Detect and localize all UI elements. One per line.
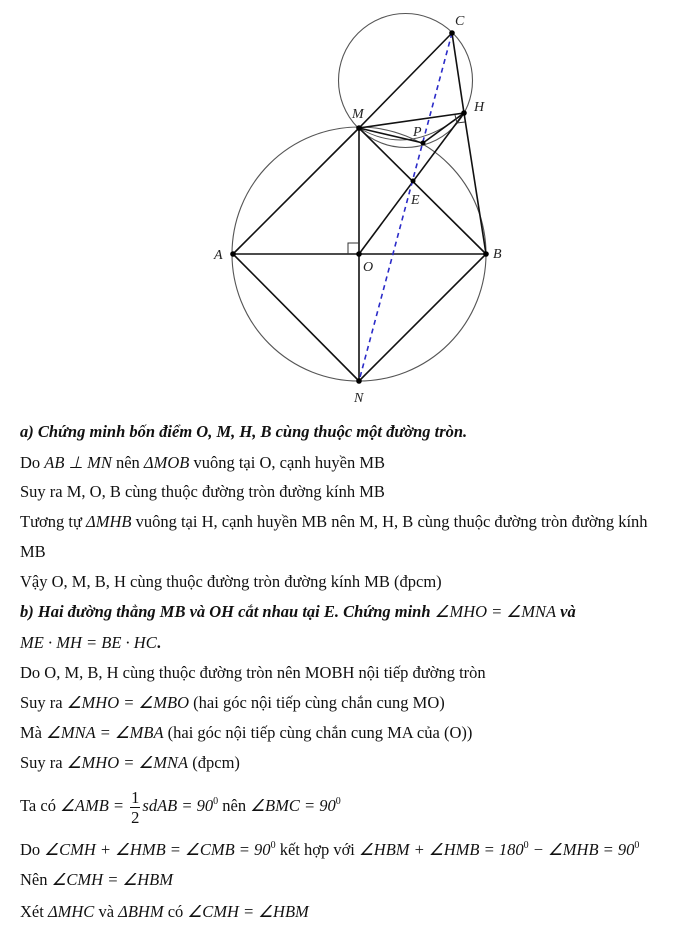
math: ΔMHC bbox=[47, 902, 95, 921]
part-a-line-2: Suy ra M, O, B cùng thuộc đường tròn đường kính MB bbox=[20, 482, 385, 501]
label-p: P bbox=[413, 125, 422, 140]
degree: 0 bbox=[270, 840, 276, 851]
part-a-line-5: Vậy O, M, B, H cùng thuộc đường tròn đường kính MB (đpcm) bbox=[20, 572, 442, 591]
math: ∠MNA = ∠MBA bbox=[46, 723, 164, 742]
math: sdAB = 90 bbox=[142, 796, 214, 815]
text: (hai góc nội tiếp cùng chắn cung MO) bbox=[189, 693, 445, 712]
text: Tương tự bbox=[20, 512, 87, 531]
text: Suy ra bbox=[20, 693, 67, 712]
segment-am bbox=[233, 128, 359, 254]
math: ∠HBM + ∠HMB = 180 bbox=[359, 840, 524, 859]
text: (đpcm) bbox=[188, 753, 240, 772]
text: Do bbox=[20, 453, 45, 472]
point-e bbox=[411, 179, 416, 184]
fraction-numerator: 1 bbox=[131, 787, 140, 807]
degree: 0 bbox=[634, 840, 640, 851]
point-p bbox=[421, 141, 426, 146]
part-b-heading-line-2 bbox=[20, 633, 161, 653]
part-b-line-4 bbox=[20, 753, 240, 773]
geometry-figure bbox=[0, 0, 700, 405]
part-b-line-2 bbox=[20, 693, 445, 713]
text: Nên bbox=[20, 870, 52, 889]
segment-mb bbox=[359, 128, 486, 254]
math: ME · MH = BE · HC bbox=[20, 633, 157, 652]
degree: 0 bbox=[335, 796, 341, 807]
part-a-heading: a) Chứng minh bốn điểm O, M, H, B cùng thuộc một đường tròn. bbox=[20, 422, 468, 441]
math: ∠BMC = 90 bbox=[250, 796, 336, 815]
math: ΔMOB bbox=[143, 453, 190, 472]
segment-mc bbox=[359, 33, 452, 128]
math: ∠CMH + ∠HMB = ∠CMB = 90 bbox=[44, 840, 271, 859]
math: ∠MHO = ∠MNA bbox=[66, 753, 189, 772]
math: − ∠MHB = 90 bbox=[528, 840, 635, 859]
math: ∠CMH = ∠HBM bbox=[51, 870, 173, 889]
math: ΔMHB bbox=[86, 512, 132, 531]
text: (hai góc nội tiếp cùng chắn cung MA của (O)) bbox=[163, 723, 473, 742]
degree: 0 bbox=[213, 796, 219, 807]
part-a-line-3 bbox=[20, 512, 648, 532]
part-a-line-1 bbox=[20, 453, 385, 473]
text: Xét bbox=[20, 902, 48, 921]
text: và bbox=[94, 902, 119, 921]
text: vuông tại O, cạnh huyền MB bbox=[189, 453, 386, 472]
text: Ta có bbox=[20, 796, 61, 815]
text: . bbox=[156, 633, 161, 652]
fraction-denominator: 2 bbox=[131, 807, 140, 827]
text: nên bbox=[111, 453, 144, 472]
part-b-line-5 bbox=[20, 786, 341, 827]
label-b: B bbox=[493, 247, 502, 262]
segment-mh bbox=[359, 113, 464, 128]
text: có bbox=[163, 902, 188, 921]
label-m: M bbox=[352, 107, 364, 122]
math: ∠MHO = ∠MNA bbox=[434, 602, 557, 621]
segment-hb bbox=[464, 113, 486, 254]
point-n bbox=[356, 378, 362, 384]
part-b-heading bbox=[20, 602, 576, 622]
segment-bn bbox=[359, 254, 486, 381]
label-o: O bbox=[363, 260, 374, 275]
part-b-line-3 bbox=[20, 723, 472, 743]
label-h: H bbox=[474, 100, 485, 115]
label-c: C bbox=[455, 14, 465, 29]
label-a: A bbox=[214, 248, 223, 263]
part-b-line-6 bbox=[20, 840, 639, 860]
point-m bbox=[356, 125, 362, 131]
text: vuông tại H, cạnh huyền MB nên M, H, B cùng thuộc đường tròn đường kính bbox=[131, 512, 648, 531]
label-n: N bbox=[354, 391, 364, 405]
part-b-line-7 bbox=[20, 870, 173, 890]
label-e: E bbox=[411, 193, 420, 208]
part-b-line-1: Do O, M, B, H cùng thuộc đường tròn nên MOBH nội tiếp đường tròn bbox=[20, 663, 486, 682]
point-c bbox=[449, 30, 455, 36]
text: Do bbox=[20, 840, 45, 859]
part-a-line-4: MB bbox=[20, 542, 46, 561]
text: kết hợp với bbox=[275, 840, 360, 859]
text: Mà bbox=[20, 723, 47, 742]
math: AB ⊥ MN bbox=[44, 453, 112, 472]
math: ∠CMH = ∠HBM bbox=[187, 902, 309, 921]
fraction-one-half bbox=[130, 788, 140, 827]
math: ∠MHO = ∠MBO bbox=[66, 693, 190, 712]
text: b) Hai đường thẳng MB và OH cắt nhau tại E. Chứng minh bbox=[20, 602, 435, 621]
point-h bbox=[461, 110, 467, 116]
degree: 0 bbox=[523, 840, 529, 851]
text: Suy ra bbox=[20, 753, 67, 772]
part-b-line-8 bbox=[20, 902, 309, 922]
math: ΔBHM bbox=[118, 902, 164, 921]
text: nên bbox=[218, 796, 251, 815]
text: và bbox=[556, 602, 576, 621]
point-o bbox=[356, 251, 362, 257]
point-b bbox=[483, 251, 489, 257]
math: ∠AMB = bbox=[60, 796, 129, 815]
point-a bbox=[230, 251, 236, 257]
segment-an bbox=[233, 254, 359, 381]
